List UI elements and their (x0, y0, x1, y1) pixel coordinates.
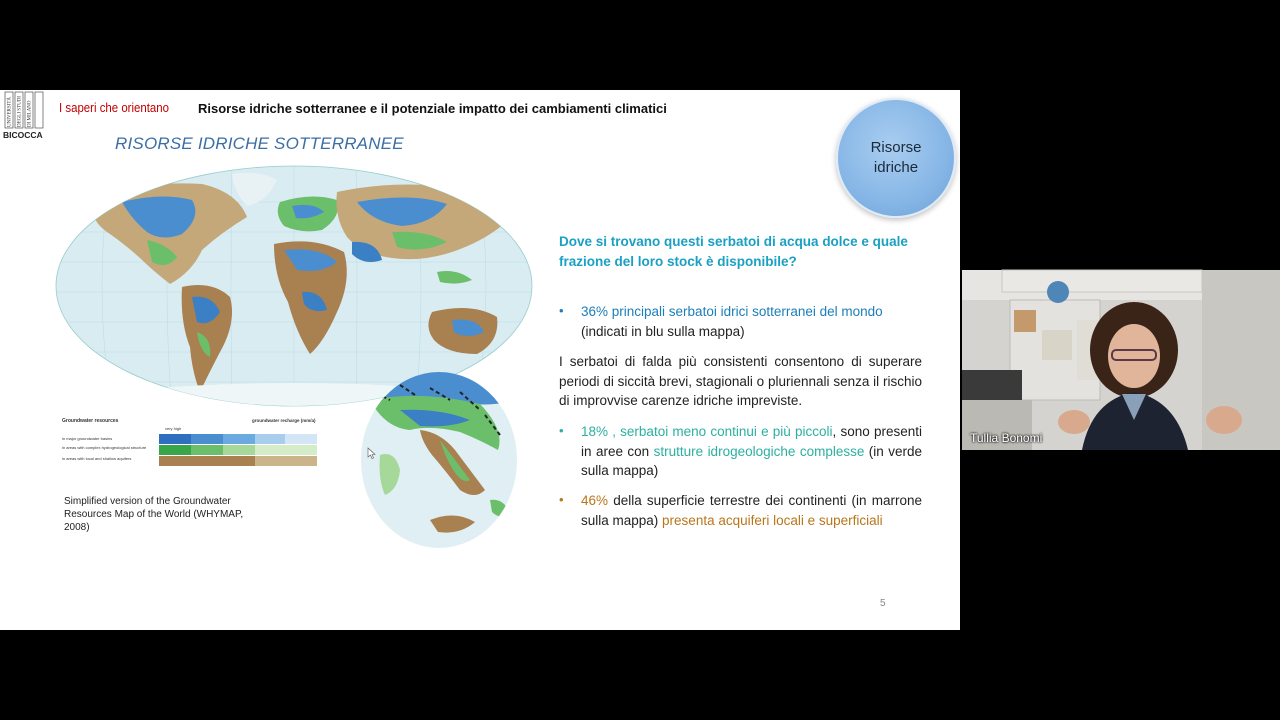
badge-label: Risorse idriche (870, 139, 922, 176)
legend-row-complex: in areas with complex hydrogeological structure (62, 445, 147, 450)
section-title: RISORSE IDRICHE SOTTERRANEE (115, 134, 404, 153)
bullet-marker-3: • (559, 492, 564, 507)
bullet2-rest: (in verde sulla mappa) (581, 443, 922, 478)
header-title: Risorse idriche sotterranee e il potenziale impatto dei cambiamenti climatici (198, 101, 667, 116)
bullet1-highlight: 36% principali serbatoi idrici sotterranei del mondo (581, 304, 883, 319)
presentation-slide (0, 90, 960, 630)
bullet2-mid: , sono presenti in aree con (581, 424, 922, 459)
legend-recharge-title: groundwater recharge (mm/a) (252, 418, 316, 423)
university-logo (2, 90, 48, 140)
legend-swatches (159, 426, 317, 468)
slide-question: Dove si trovano questi serbatoi di acqua dolce e quale frazione del loro stock è disponibile? (559, 234, 908, 269)
bullet2-highlight-2: strutture idrogeologiche complesse (653, 443, 865, 459)
logo-line-3: DI MILANO (27, 100, 33, 127)
topic-badge (836, 98, 956, 218)
legend-row-major: in major groundwater basins (62, 436, 113, 441)
header-brand: I saperi che orientano (59, 100, 170, 115)
slide-paragraph: I serbatoi di falda più consistenti consentono di superare periodi di siccità brevi, stagionali o pluriennali senza il rischio di improvvise carenze idriche impreviste. (559, 354, 922, 408)
page-number: 5 (880, 598, 886, 609)
bullet-item-3 (581, 491, 922, 530)
bullet3-highlight: presenta acquiferi locali e superficiali (662, 512, 883, 528)
mouse-pointer-icon (368, 448, 376, 459)
bullet3-mid: della superficie terrestre dei continenti (in marrone sulla mappa) (581, 493, 922, 528)
video-frame (962, 270, 1280, 450)
bullet-marker-1: • (559, 303, 564, 318)
map-caption: Simplified version of the Groundwater Resources Map of the World (WHYMAP, 2008) (64, 496, 244, 533)
legend-scale-very-high: very high (165, 426, 182, 431)
bullet3-pct: 46% (581, 493, 609, 508)
map-legend (62, 416, 322, 472)
legend-row-local: in areas with local and shallow aquifers (62, 456, 132, 461)
participant-name: Tullia Bonomi (970, 431, 1043, 445)
bullet-item-1 (581, 302, 922, 341)
bullet-item-2 (581, 422, 922, 481)
bullet-marker-2: • (559, 423, 564, 438)
logo-line-1: UNIVERSITÀ (7, 97, 13, 127)
logo-line-2: DEGLI STUDI (17, 96, 23, 127)
bullet2-highlight-1: 18% , serbatoi meno continui e più piccoli (581, 424, 833, 439)
bullet1-rest: (indicati in blu sulla mappa) (581, 323, 745, 339)
italy-groundwater-map (360, 370, 518, 550)
participant-video-tile[interactable] (962, 270, 1280, 450)
logo-line-4: BICOCCA (3, 130, 43, 140)
legend-title: Groundwater resources (62, 418, 119, 424)
